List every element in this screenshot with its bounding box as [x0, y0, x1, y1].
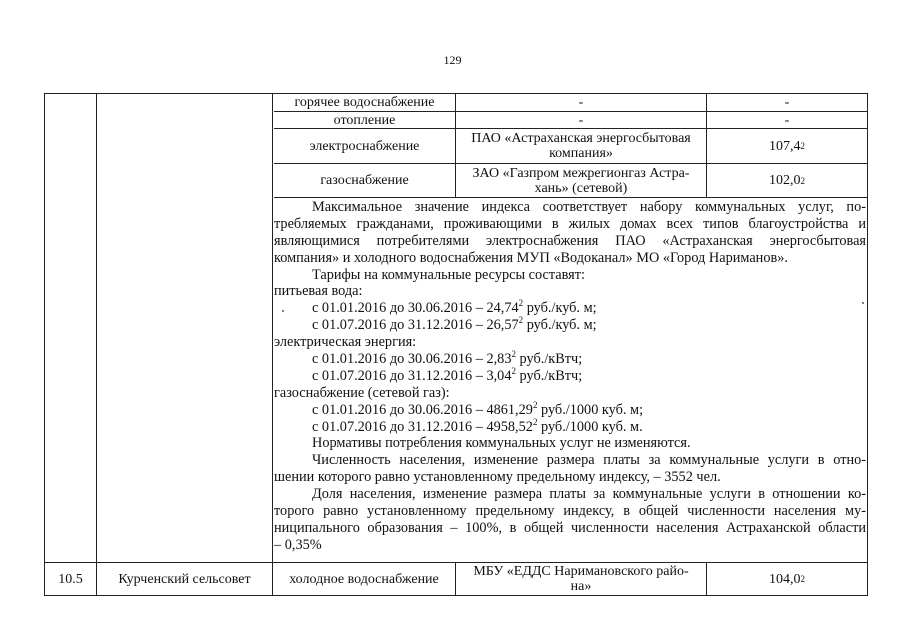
gas-label: газоснабжение (сетевой газ):	[274, 384, 450, 401]
row-number: 10.5	[58, 571, 83, 587]
settlement-name: Курченский сельсовет	[118, 571, 251, 587]
service-cell: отопление	[333, 112, 396, 128]
tariff-line: с 01.07.2016 до 31.12.2016 – 3,04$^2$ руб./кВтч;	[312, 366, 583, 384]
index-value: 107,4	[769, 138, 801, 154]
index-value: 102,0	[769, 173, 801, 188]
index-cell: -	[784, 112, 790, 128]
supplier-line: МБУ «ЕДДС Наримановского райо-	[473, 564, 689, 579]
tariff-line: с 01.07.2016 до 31.12.2016 – 26,57$^2$ руб./куб. м;	[312, 315, 597, 334]
tariff-line: с 01.01.2016 до 30.06.2016 – 2,83$^2$ руб./кВтч;	[312, 349, 583, 368]
description-text	[274, 199, 866, 554]
share-line: Доля населения, изменение размера платы за коммунальные услуги в отношении ко-	[312, 486, 866, 503]
service-cell: газоснабжение	[320, 173, 409, 188]
share-line: – 0,35%	[274, 536, 322, 553]
supplier-cell: -	[578, 112, 584, 128]
service-cell: электроснабжение	[309, 138, 420, 154]
supplier-line: на»	[570, 579, 592, 594]
electricity-label: электрическая энергия:	[274, 334, 417, 351]
share-line: ниципального образования – 100%, в общей численности населения Астраханской области	[274, 519, 866, 536]
water-label: питьевая вода:	[274, 283, 363, 300]
index-value: 104,0	[769, 571, 801, 587]
paragraph-line: требляемых гражданами, проживающими в жилых домах всех типов благоустройства и	[274, 215, 866, 232]
supplier-cell: -	[578, 95, 584, 110]
tariff-line: с 01.01.2016 до 30.06.2016 – 24,74$^2$ руб./куб. м;	[312, 298, 597, 317]
page-number: 129	[443, 53, 462, 67]
supplier-cell	[456, 563, 706, 595]
paragraph-line: Максимальное значение индекса соответствует набору коммунальных услуг, по-	[312, 199, 866, 215]
supplier-cell	[456, 129, 706, 163]
supplier-line: ЗАО «Газпром межрегионгаз Астра-	[472, 165, 690, 181]
index-cell: -	[784, 95, 790, 110]
share-line: торого равно установленному предельному индексу, в общей численности населения му-	[274, 503, 866, 520]
tariff-line: с 01.07.2016 до 31.12.2016 – 4958,52$^2$ руб./1000 куб. м.	[312, 416, 643, 435]
supplier-line: хань» (сетевой)	[534, 180, 628, 196]
paragraph-line: компания» и холодного водоснабжения МУП «Водоканал» МО «Город Нариманов».	[274, 249, 788, 266]
norms-note: Нормативы потребления коммунальных услуг не изменяются.	[312, 435, 691, 452]
supplier-cell	[456, 164, 706, 197]
supplier-line: компания»	[549, 146, 613, 161]
index-cell: 102,0 2	[769, 173, 805, 188]
tariff-line: с 01.01.2016 до 30.06.2016 – 4861,29$^2$ руб./1000 куб. м;	[312, 399, 644, 418]
service-cell: холодное водоснабжение	[289, 571, 439, 587]
tariffs-intro: Тарифы на коммунальные ресурсы составят:	[312, 266, 585, 283]
population-line: шении которого равно установленному предельному индексу, – 3552 чел.	[274, 469, 721, 486]
supplier-line: ПАО «Астраханская энергосбытовая	[471, 131, 691, 146]
index-cell: 107,4 2	[769, 138, 805, 154]
population-line: Численность населения, изменение размера платы за коммунальные услуги в отно-	[312, 452, 866, 469]
service-cell: горячее водоснабжение	[294, 95, 435, 110]
paragraph-line: являющимися потребителями электроснабжения ПАО «Астраханская энергосбытовая	[274, 232, 866, 249]
index-cell: 104,0 2	[769, 571, 805, 587]
